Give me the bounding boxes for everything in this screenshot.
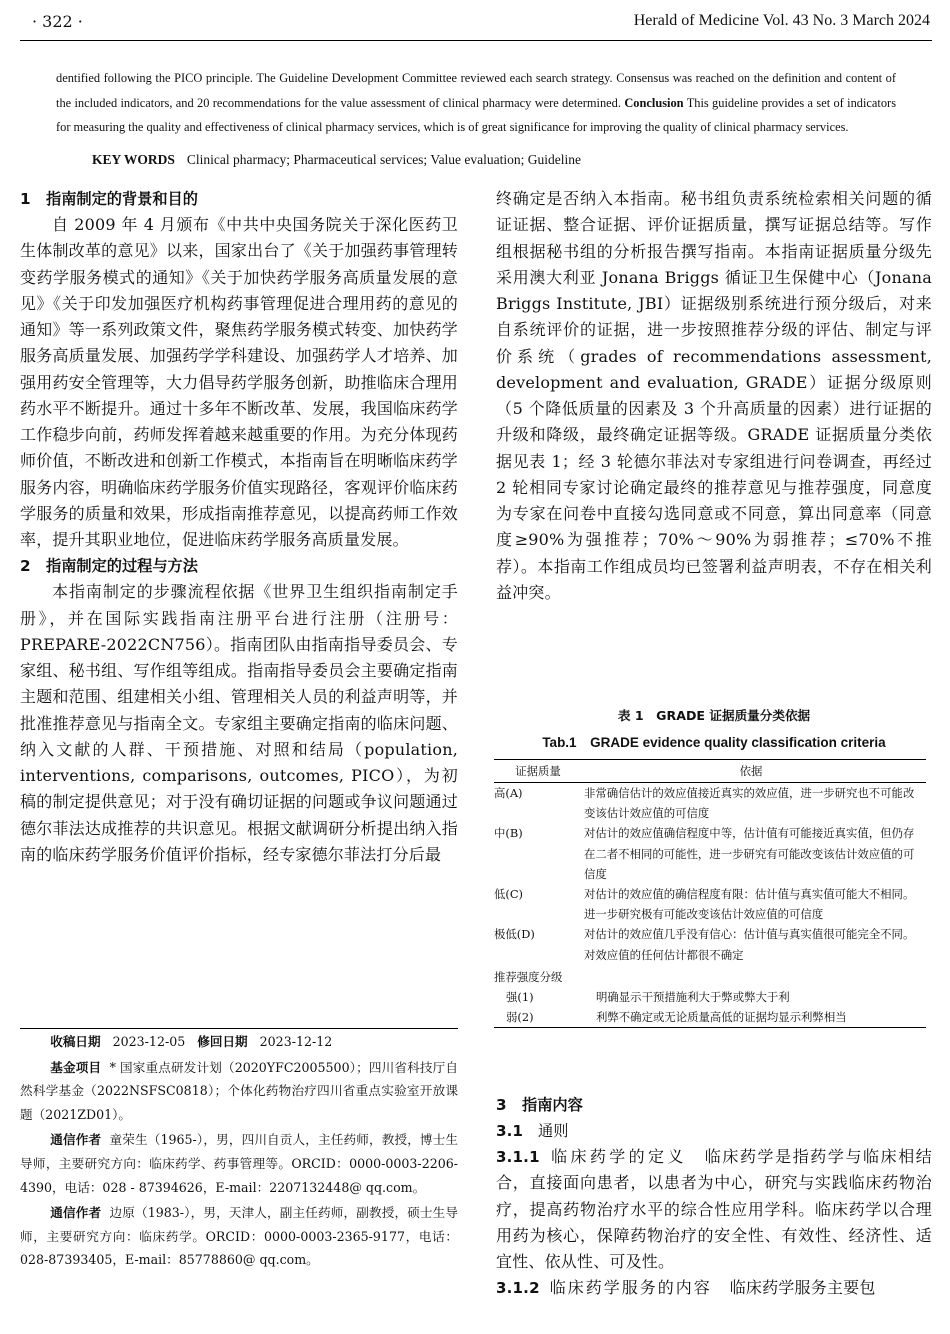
section-number: 1 [20, 190, 31, 208]
grade-table [494, 759, 926, 1028]
footnotes [20, 1030, 458, 1272]
section-2-continued: 终确定是否纳入本指南。秘书组负责系统检索相关问题的循证证据、整合证据、评价证据质量，撰写证据总结等。写作组根据秘书组的分析报告撰写指南。本指南证据质量分级先采用澳大利亚 Jonana Briggs 循证卫生保健中心（Jonana Briggs Institute, JBI）证据级别系统进行预分级后，对来自系统评价的证据，进一步按照推荐分级的评估、制定与评价系统（grades of recommendations assessment, development and evaluation, GRADE）证据分级原则（5 个降低质量的因素及 3 个升高质量的因素）进行证据的升级和降级，最终确定证据等级。GRADE 证据质量分类依据见表 1；经 3 轮德尔菲法对专家组进行问卷调查，再经过 2 轮相同专家讨论确定最终的推荐意见与推荐强度，同意度为专家在问卷中直接勾选同意或不同意，算出同意率（同意度≥90%为强推荐；70%～90%为弱推荐；≤70%不推荐）。本指南工作组成员均已签署利益声明表，不存在相关利益冲突。 [496, 189, 932, 602]
table-bottom-rule [494, 1027, 926, 1028]
table-cell-basis: 对估计的效应值确信程度中等，估计值有可能接近真实值，但仍存在二者不相同的可能性，进一步研究有可能改变该估计效应值的可信度 [584, 826, 915, 881]
table-subheader: 推荐强度分级 [494, 969, 563, 984]
abstract-text [56, 66, 896, 140]
section-number: 3 [496, 1096, 507, 1114]
table-cell-grade: 弱(2) [506, 1010, 534, 1025]
table-caption-cn: 表 1 GRADE 证据质量分类依据 [617, 708, 811, 723]
corr-label: 通信作者 [50, 1205, 102, 1221]
keywords-text: Clinical pharmacy; Pharmaceutical services; Value evaluation; Guideline [186, 152, 582, 167]
keywords-label: KEY WORDS [92, 152, 175, 167]
section-3-heading [496, 1092, 932, 1118]
table-row [494, 884, 926, 924]
section-1-heading [20, 186, 458, 212]
dates-note [20, 1030, 458, 1054]
section-3 [496, 1092, 932, 1302]
section-title: 通则 [538, 1122, 569, 1140]
section-title: 临床药学服务的内容 [549, 1278, 712, 1298]
header-rule [20, 40, 932, 41]
section-3-1-1 [496, 1144, 932, 1275]
table-cell-grade: 低(C) [494, 887, 523, 902]
section-title: 指南制定的背景和目的 [46, 190, 198, 208]
section-3-1-heading [496, 1118, 932, 1144]
section-title: 指南制定的过程与方法 [46, 557, 198, 576]
table-cell-basis: 非常确信估计的效应值接近真实的效应值，进一步研究也不可能改变该估计效应值的可信度 [584, 786, 915, 821]
section-text: 临床药学是指药学与临床相结合，直接面向患者，以患者为中心，研究与实践临床药物治疗，提高药物治疗水平的综合性应用学科。临床药学以合理用药为核心，保障药物治疗的安全性、有效性、经济性、适宜性、依从性、可及性。 [496, 1147, 932, 1271]
conclusion-label: Conclusion [624, 95, 684, 110]
table-cell-grade: 高(A) [494, 786, 523, 800]
left-column [20, 186, 458, 868]
abstract-part-1: dentified following the PICO principle. The Guideline Development Committee reviewed each search strategy. Consensus was reached on the definition and content of the included indicators, and 20 recommendations for the value assessment of clinical pharmacy were determined. [56, 71, 896, 110]
table-cell-basis: 利弊不确定或无论质量高低的证据均显示利弊相当 [596, 1010, 847, 1025]
section-2-paragraph: 本指南制定的步骤流程依据《世界卫生组织指南制定手册》，并在国际实践指南注册平台进行注册（注册号：PREPARE-2022CN756）。指南团队由指南指导委员会、专家组、秘书组、写作组等组成。指南指导委员会主要确定指南主题和范围、组建相关小组、管理相关人员的利益声明等，并批准推荐意见与指南全文。专家组主要确定指南的临床问题、纳入文献的人群、干预措施、对照和结局（population, interventions, comparisons, outcomes, PICO），为初稿的制定提供意见；对于没有确切证据的问题或争议问题通过德尔菲法达成推荐的共识意见。根据文献调研分析提出纳入指南的临床药学服务价值评价指标，经专家德尔菲法打分后最 [20, 582, 458, 864]
table-header-row [494, 760, 926, 782]
corr-label: 通信作者 [50, 1132, 102, 1148]
corr-text: 边原（1983-），男，天津人，副主任药师，副教授，硕士生导师，主要研究方向：临床药学。ORCID：0000-0003-2365-9177，电话：028-87393405，E-mail：85778860@ qq.com。 [20, 1205, 459, 1268]
revised-label: 修回日期 [197, 1034, 248, 1049]
section-number: 3.1 [496, 1122, 523, 1140]
section-number: 3.1.1 [496, 1148, 540, 1166]
table-row [494, 924, 926, 964]
table-cell-grade: 强(1) [506, 990, 534, 1005]
table-caption-en: Tab.1 GRADE evidence quality classification criteria [542, 735, 886, 750]
right-column [496, 186, 932, 606]
corr-text: 童荣生（1965-），男，四川自贡人，主任药师，教授，博士生导师，主要研究方向：临床药学、药事管理等。ORCID：0000-0003-2206-4390，电话：028 - 87394626，E-mail：2207132448@ qq.com。 [20, 1132, 459, 1195]
table-cell-basis: 明确显示干预措施利大于弊或弊大于利 [596, 990, 790, 1005]
footnote-rule [20, 1028, 458, 1029]
revised-date: 2023-12-12 [259, 1034, 333, 1049]
section-1-paragraph: 自 2009 年 4 月颁布《中共中央国务院关于深化医药卫生体制改革的意见》以来，国家出台了《关于加强药事管理转变药学服务模式的通知》《关于加快药学服务高质量发展的意见》《关于印发加强医疗机构药事管理促进合理用药的意见的通知》等一系列政策文件，聚焦药学服务模式转变、加快药学服务高质量发展、加强药学学科建设、加强药学人才培养、加强用药安全管理等，大力倡导药学服务创新，助推临床合理用药水平不断提升。通过十多年不断改革、发展，我国临床药学工作稳步向前，药师发挥着越来越重要的作用。为充分体现药师价值，不断改进和创新工作模式，本指南旨在明晰临床药学服务内容，明确临床药学服务价值实现路径，客观评价临床药学服务的质量和效果，形成指南推荐意见，以提高药师工作效率，提升其职业地位，促进临床药学服务高质量发展。 [20, 215, 458, 549]
corresponding-author-1 [20, 1128, 458, 1199]
section-title: 指南内容 [522, 1096, 583, 1114]
journal-title: Herald of Medicine Vol. 43 No. 3 March 2024 [633, 12, 930, 29]
table-header-cell: 证据质量 [515, 763, 561, 778]
section-2-heading [20, 553, 458, 579]
section-number: 2 [20, 557, 31, 576]
section-title: 临床药学的定义 [549, 1147, 687, 1166]
received-date: 2023-12-05 [112, 1034, 186, 1049]
table-row [494, 823, 926, 884]
fund-label: 基金项目 [50, 1059, 102, 1075]
abstract-part-2: This guideline provides a set of indicators for measuring the quality and effectiveness of clinical pharmacy services, which is of great significance for improving the quality of clinical pharmacy services. [56, 95, 897, 135]
keywords [92, 152, 581, 168]
received-label: 收稿日期 [50, 1034, 101, 1049]
fund-text: * 国家重点研发计划（2020YFC2005500）；四川省科技厅自然科学基金（2022NSFSC0818）；个体化药物治疗四川省重点实验室开放课题（2021ZD01）。 [20, 1059, 459, 1122]
fund-note [20, 1056, 458, 1127]
table-cell-basis: 对估计的效应值几乎没有信心：估计值与真实值很可能完全不同。对效应值的任何估计都很不确定 [584, 927, 915, 962]
section-3-1-2 [496, 1275, 932, 1301]
running-header [20, 10, 930, 36]
table-row [494, 1007, 926, 1027]
table-header-cell: 依据 [739, 763, 763, 778]
corresponding-author-2 [20, 1201, 458, 1272]
page-number: · 322 · [32, 12, 83, 31]
table-row [494, 967, 926, 987]
table-cell-basis: 对估计的效应值的确信程度有限：估计值与真实值可能大不相同。进一步研究极有可能改变该估计效应值的可信度 [584, 887, 915, 922]
section-number: 3.1.2 [496, 1279, 540, 1298]
table-row [494, 783, 926, 823]
section-text: 临床药学服务主要包 [729, 1278, 876, 1298]
table-cell-grade: 中(B) [494, 826, 523, 841]
table-cell-grade: 极低(D) [494, 927, 535, 942]
table-row [494, 987, 926, 1007]
